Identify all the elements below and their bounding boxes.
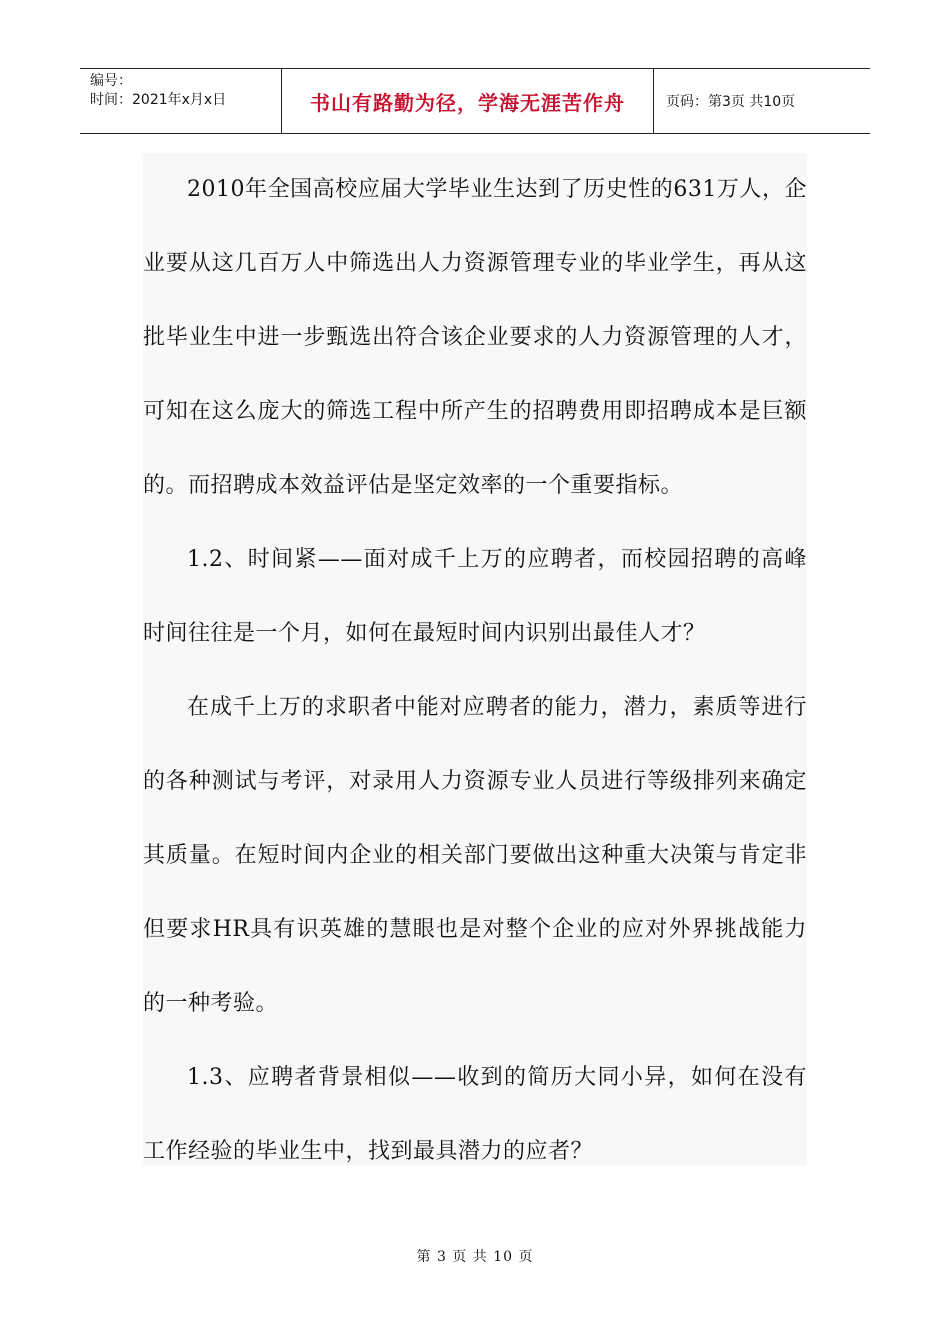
document-body — [143, 153, 807, 1165]
header-motto: 书山有路勤为径，学海无涯苦作舟 — [282, 69, 654, 133]
paragraph-similar-backgrounds: 1.3、应聘者背景相似——收到的简历大同小异，如何在没有工作经验的毕业生中，找到最具潜力的应者？ — [143, 1065, 807, 1164]
page-header — [80, 68, 870, 134]
document-number-label: 编号： — [90, 73, 132, 89]
paragraph-assessment: 在成千上万的求职者中能对应聘者的能力，潜力，素质等进行的各种测试与考评，对录用人力资源专业人员进行等级排列来确定其质量。在短时间内企业的相关部门要做出这种重大决策与肯定非但要求HR具有识英雄的慧眼也是对整个企业的应对外界挑战能力的一种考验。 — [143, 695, 807, 1016]
paragraph-recruitment-cost: 2010年全国高校应届大学毕业生达到了历史性的631万人，企业要从这几百万人中筛选出人力资源管理专业的毕业学生，再从这批毕业生中进一步甄选出符合该企业要求的人力资源管理的人才，可知在这么庞大的筛选工程中所产生的招聘费用即招聘成本是巨额的。而招聘成本效益评估是坚定效率的一个重要指标。 — [143, 177, 807, 498]
paragraph-time-pressure: 1.2、时间紧——面对成千上万的应聘者，而校园招聘的高峰时间往往是一个月，如何在最短时间内识别出最佳人才？ — [143, 547, 807, 646]
document-time-label: 时间：2021年x月x日 — [90, 92, 227, 108]
page-footer: 第 3 页 共 10 页 — [416, 1249, 534, 1265]
header-meta — [80, 69, 282, 133]
header-page-info: 页码：第3页 共10页 — [666, 94, 796, 110]
